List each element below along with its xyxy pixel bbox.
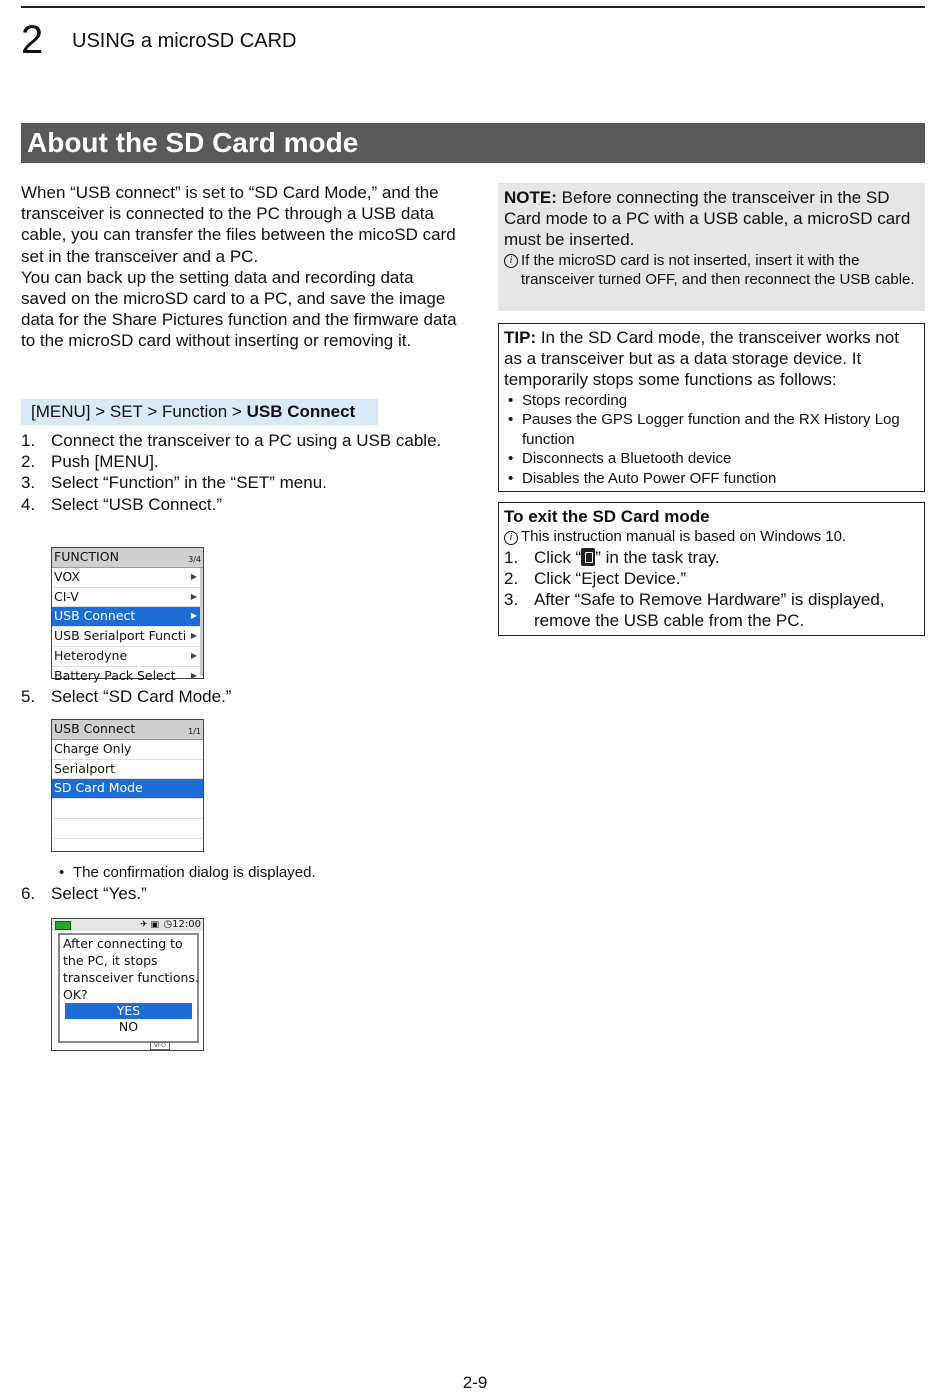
step-text: Click “Eject Device.”	[534, 568, 687, 588]
menu-item-battery-pack[interactable]	[52, 667, 203, 686]
menu-item-ci-v[interactable]	[52, 588, 203, 608]
menu-item-heterodyne[interactable]	[52, 647, 203, 667]
menu-path-prefix: [MENU] > SET > Function >	[31, 402, 247, 421]
tip-text: In the SD Card mode, the transceiver works not as a transceiver but as a data storage device. It temporarily stops some functions as follows:	[504, 328, 899, 390]
tip-item: • Pauses the GPS Logger function and the RX History Log function	[504, 410, 919, 449]
step-text: Select “Function” in the “SET” menu.	[51, 473, 327, 493]
header-rule	[21, 6, 925, 8]
step-text: Push [MENU].	[51, 452, 159, 472]
note-box	[498, 183, 925, 311]
info-icon: i	[504, 531, 518, 545]
confirm-dialog-screen	[51, 918, 204, 1051]
exit-info: This instruction manual is based on Windows 10.	[521, 528, 847, 546]
screen-title	[52, 548, 203, 568]
confirm-dialog	[58, 933, 199, 1043]
gps-icon: ✈ ▣	[140, 920, 159, 930]
yes-button[interactable]: YES	[65, 1003, 192, 1019]
dialog-message-line: After connecting to	[63, 936, 183, 951]
screen-title-text: FUNCTION	[54, 549, 119, 564]
chevron-right-icon: ▶	[190, 631, 197, 641]
intro-text	[21, 182, 461, 352]
option-label: Charge Only	[54, 740, 132, 756]
step-item	[21, 472, 461, 493]
battery-icon	[55, 921, 71, 930]
usb-connect-screen	[51, 719, 204, 852]
page-number: 2-9	[462, 1373, 488, 1392]
step-item	[21, 451, 461, 472]
step-item	[21, 686, 461, 707]
note-label: NOTE:	[504, 188, 557, 207]
vfo-tag: VFO	[150, 1042, 170, 1050]
step-item	[21, 883, 461, 904]
step-item	[21, 430, 461, 451]
step-6-block	[21, 863, 461, 904]
step-item	[21, 494, 461, 515]
menu-path	[21, 399, 378, 425]
step-text: After “Safe to Remove Hardware” is displayed, remove the USB cable from the PC.	[534, 590, 885, 631]
chapter-number: 2	[21, 18, 44, 62]
chapter-title: USING a microSD CARD	[72, 30, 297, 52]
scrollbar[interactable]	[200, 568, 203, 676]
step-text: Select “USB Connect.”	[51, 494, 223, 514]
intro-paragraph: You can back up the setting data and recording data saved on the microSD card to a PC, and save the image data for the Share Pictures function and the firmware data to the microSD card without inserting or removing it.	[21, 267, 457, 351]
function-menu-screen	[51, 547, 204, 683]
chevron-right-icon: ▶	[190, 571, 197, 581]
option-label: Serialport	[54, 760, 115, 776]
page-indicator: 3/4	[188, 555, 201, 564]
eject-device-icon	[581, 548, 595, 566]
menu-item-label: VOX	[54, 568, 80, 584]
status-bar	[52, 919, 203, 931]
no-button[interactable]: NO	[118, 1019, 139, 1034]
step-number: 4.	[21, 494, 36, 514]
empty-row	[52, 819, 203, 839]
section-header	[21, 123, 925, 163]
step-text: Select “SD Card Mode.”	[51, 687, 232, 706]
page-indicator: 1/1	[188, 727, 201, 736]
step-number: 3.	[504, 590, 519, 610]
step-number: 2.	[504, 568, 519, 588]
option-charge-only[interactable]	[52, 740, 203, 760]
dialog-message-line: transceiver functions.	[63, 970, 199, 985]
dialog-message-line: the PC, it stops	[63, 953, 158, 968]
step-item	[504, 547, 919, 568]
step-text: Select “Yes.”	[51, 883, 147, 903]
step-number: 3.	[21, 473, 36, 493]
step-number: 1.	[21, 431, 36, 450]
step-text-start: Click “	[534, 547, 582, 567]
menu-item-label: USB Serialport Functi	[54, 628, 187, 644]
step-item	[504, 589, 919, 631]
menu-item-usb-connect[interactable]	[52, 607, 203, 627]
option-sd-card-mode[interactable]	[52, 779, 203, 799]
option-serialport[interactable]	[52, 760, 203, 780]
step-text-end: ” in the task tray.	[595, 547, 720, 567]
menu-item-label: Heterodyne	[54, 647, 128, 663]
screen-title	[52, 720, 203, 740]
step-number: 5.	[21, 687, 36, 706]
step-5	[21, 686, 461, 707]
tip-item: • Disables the Auto Power OFF function	[504, 469, 919, 489]
exit-title: To exit the SD Card mode	[504, 507, 710, 526]
menu-item-label: CI-V	[54, 588, 79, 604]
tip-box	[498, 323, 925, 492]
menu-item-usb-serialport[interactable]	[52, 627, 203, 647]
chevron-right-icon: ▶	[190, 611, 197, 621]
menu-item-vox[interactable]	[52, 568, 203, 588]
step-text: Connect the transceiver to a PC using a USB cable.	[51, 431, 442, 450]
info-icon: i	[504, 254, 518, 268]
clock: ◷12:00	[163, 919, 201, 930]
step-number: 2.	[21, 452, 36, 472]
note-info: If the microSD card is not inserted, insert it with the transceiver turned OFF, and then reconnect the USB cable.	[521, 251, 915, 289]
empty-row	[52, 799, 203, 819]
step-item	[504, 568, 919, 589]
chevron-right-icon: ▶	[190, 591, 197, 601]
option-label: SD Card Mode	[54, 780, 143, 796]
clock-text: 12:00	[172, 919, 201, 930]
note-text: Before connecting the transceiver in the SD Card mode to a PC with a USB cable, a microSD card must be inserted.	[504, 188, 911, 250]
chevron-right-icon: ▶	[190, 650, 197, 660]
tip-label: TIP:	[504, 328, 537, 347]
dialog-footer	[80, 1043, 200, 1050]
step-number: 1.	[504, 547, 519, 567]
menu-item-label: USB Connect	[54, 608, 136, 624]
screen-title-text: USB Connect	[54, 721, 136, 736]
tip-item: • Stops recording	[504, 391, 919, 411]
tip-item: • Disconnects a Bluetooth device	[504, 449, 919, 469]
confirm-note: • The confirmation dialog is displayed.	[55, 863, 461, 883]
dialog-message-line: OK?	[63, 987, 88, 1002]
chevron-right-icon: ▶	[190, 670, 197, 680]
step-number: 6.	[21, 883, 36, 903]
section-title: About the SD Card mode	[27, 127, 359, 158]
intro-paragraph: When “USB connect” is set to “SD Card Mode,” and the transceiver is connected to the PC through a USB data cable, you can transfer the files between the micoSD card set in the transceiver and a PC.	[21, 183, 456, 266]
exit-box	[498, 502, 925, 636]
menu-path-target: USB Connect	[246, 402, 356, 421]
menu-item-label: Battery Pack Select	[54, 667, 176, 683]
steps-1-4	[21, 430, 461, 515]
